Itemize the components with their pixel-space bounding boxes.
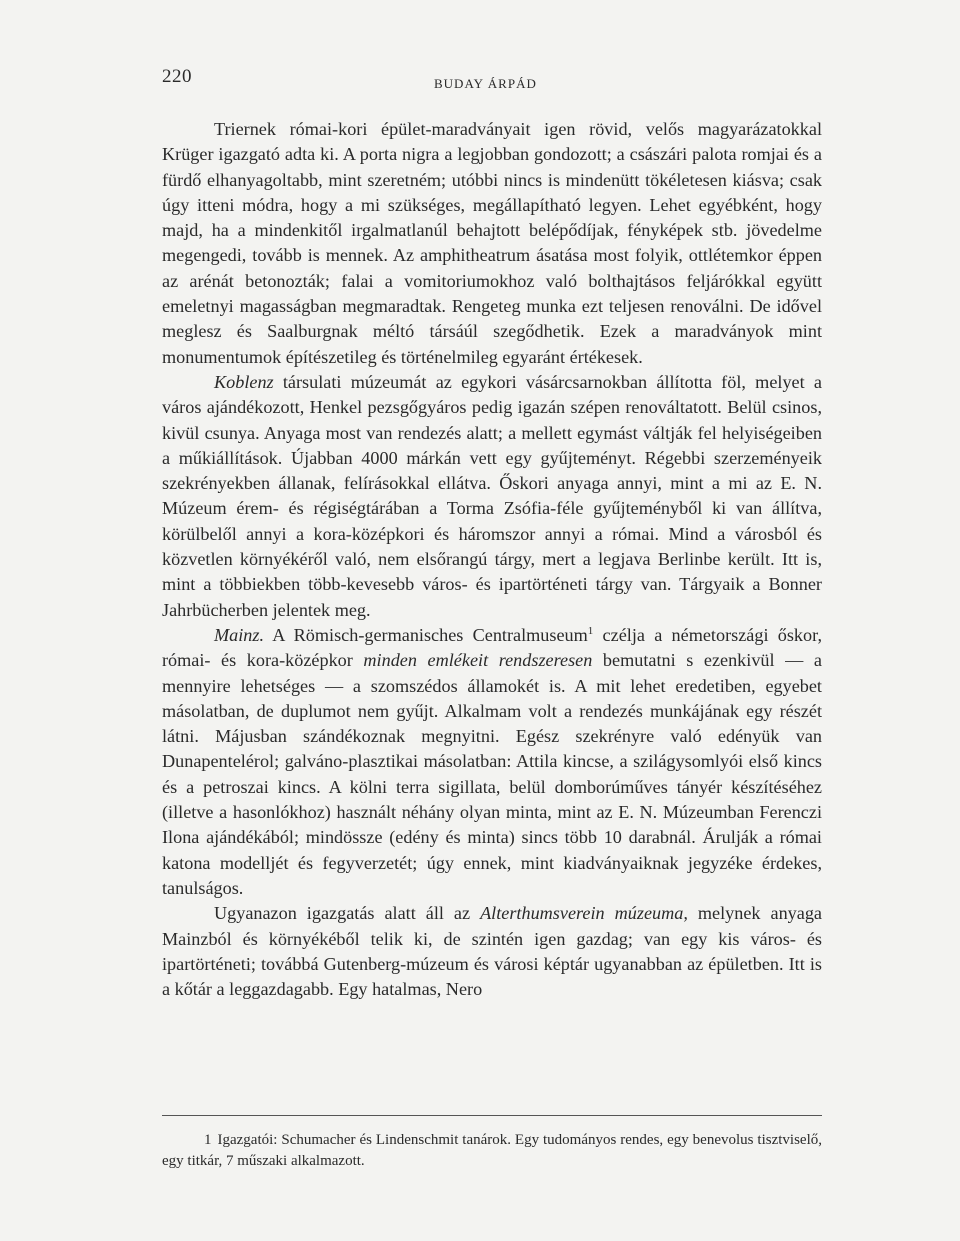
footnote (162, 1130, 822, 1172)
text-run: Triernek római-kori épület-maradványait igen rövid, velős magyarázatokkal Krüger igazgató adta ki. A porta nigra a legjobban gondozott; a császári palota romjai és a fürdő elhanyagoltabb, mint szeretném; utóbbi nincs is mindenütt tökéletesen kiásva; csak úgy itteni módra, hogy a mi szükséges, megállapítható legyen. Lehet egyébként, hogy majd, ha a mindenkitől irgalmatlanúl behajtott belépődíjak, fényképek stb. jövedelme megengedi, tovább is mennek. Az amphitheatrum ásatása most folyik, ottlétemkor éppen az arénát betonozták; falai a vomitoriumokhoz való bolthajtásos feljárókkal együtt emeletnyi magasságban megmaradtak. Rengeteg munka ezt teljesen renoválni. De idővel meglesz és Saalburgnak méltó társáúl szegődhetik. Ezek a maradványok mint monumentumok építészetileg és történelmileg egyaránt értékesek. (162, 119, 822, 367)
footnote-text: Igazgatói: Schumacher és Lindenschmit tanárok. Egy tudományos rendes, egy benevolus tisztviselő, egy titkár, 7 műszaki alkalmazott. (162, 1132, 822, 1169)
emphasis-text: Alterthumsverein múzeuma, (480, 903, 688, 924)
text-run: társulati múzeumát az egykori vásárcsarnokban állította föl, melyet a város ajándékozott, Henkel pezsgőgyáros pedig igazán szépen renováltatott. Belül csinos, kivül csunya. Anyaga most van rendezés alatt; a mellett egymást váltják fel helyiségeiben a műkiállítások. Újabban 4000 márkán vett egy gyűjteményt. Régebbi szerzeményeik szekrényekben állanak, felírásokkal ellátva. Őskori anyaga annyi, mint a mi az E. N. Múzeum érem- és régiségtárában a Torma Zsófia-féle gyűjteményből ki van állítva, körülbelől annyi a kora-középkori és háromszor annyi a római. Mind a városból és közvetlen környékéről való, nem elsőrangú tárgy, mert a legjava Berlinbe került. Itt is, mint a többiekben több-kevesebb város- és ipartörténeti tárgy van. Tárgyaik a Bonner Jahrbücherben jelentek meg. (162, 371, 822, 620)
paragraph (162, 370, 822, 623)
emphasis-text: Koblenz (214, 371, 274, 392)
emphasis-text: Mainz. (214, 624, 265, 645)
emphasis-text: minden emlékeit rendszeresen (363, 650, 593, 671)
text-run: bemutatni s ezenkivül — a mennyire lehetséges — a szomszédos államokét is. A mit lehet eredetiben, egyebet másolatban, de duplumot nem gyűjt. Alkalmam volt a rendezés munkájának egy részét látni. Májusban szándékoznak megnyitni. Egész szekrényre való edényük van Dunapentelérol; galváno-plasztikai másolatban: Attila kincse, a szilágysomlyói első kincs és a petroszai kincs. A kölni terra sigillata, belül domborúműves tányér készítéséhez (illetve a hasonlókhoz) használt néhány olyan minta, mint az E. N. Múzeumban Ferenczi Ilona ajándékából; mindössze (edény és minta) sincs több 10 darabnál. Árulják a római katona modelljét és fegyverzetét; úgy ennek, mint kiadványaiknak jegyzéke érdekes, tanulságos. (162, 650, 822, 898)
page-number: 220 (162, 66, 192, 87)
text-run: Ugyanazon igazgatás alatt áll az (214, 903, 481, 924)
paragraph (162, 623, 822, 901)
running-head: BUDAY ÁRPÁD (434, 76, 537, 91)
footnote-rule (162, 1115, 822, 1116)
text-run: melynek anyaga Mainzból és környékéből telik ki, de szintén igen gazdag; van egy kis város- és ipartörténeti; továbbá Gutenberg-múzeum és városi képtár ugyanabban az épületben. Itt is a kőtár a leggazdagabb. Egy hatalmas, Nero (162, 903, 822, 1000)
footnote-ref: 1 (587, 624, 594, 637)
body-text (162, 117, 822, 1002)
text-run: A Römisch-germanisches Centralmuseum (264, 624, 588, 645)
text-run: czélja a németországi őskor, római- és kora-középkor (162, 624, 822, 671)
paragraph (162, 117, 822, 370)
footnote-mark: 1 (204, 1132, 212, 1148)
page-header (162, 66, 822, 96)
paragraph (162, 901, 822, 1002)
